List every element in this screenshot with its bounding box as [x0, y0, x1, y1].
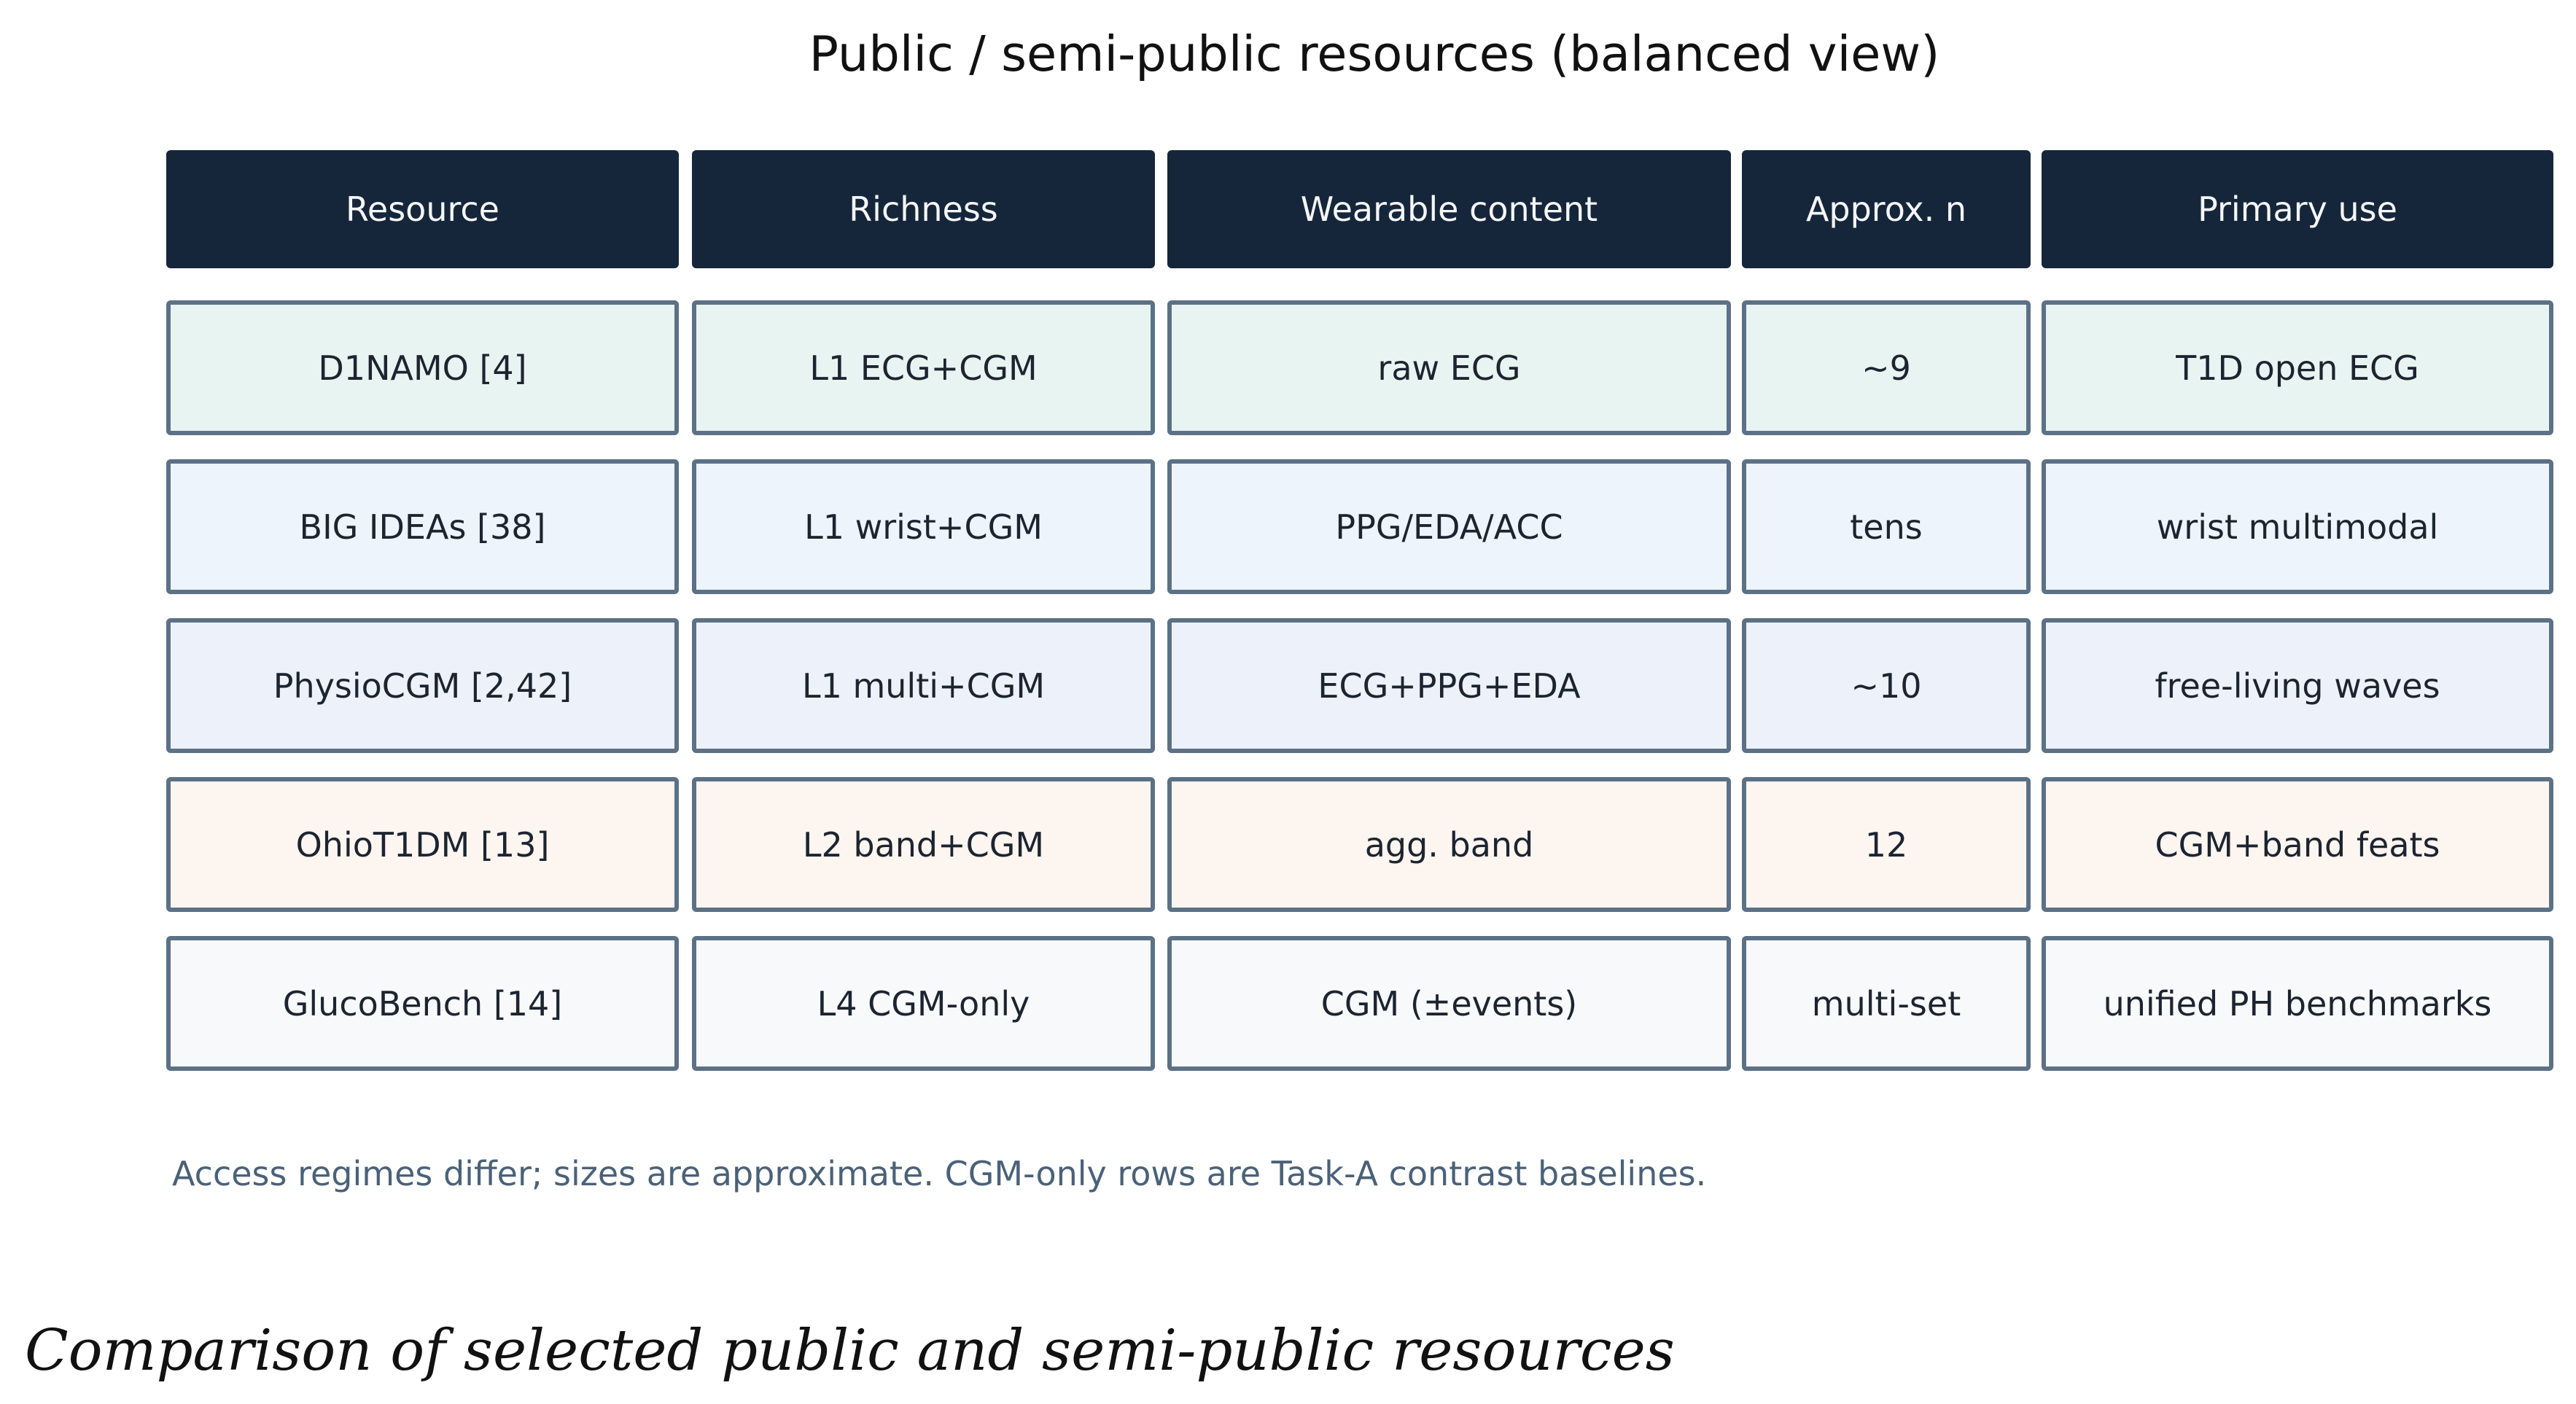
- table-cell-primary-use: wrist multimodal: [2042, 459, 2553, 594]
- table-cell-wearable-content: agg. band: [1167, 777, 1731, 912]
- header-cell-resource: Resource: [166, 150, 679, 268]
- table-cell-resource: BIG IDEAs [38]: [166, 459, 679, 594]
- table-note: Access regimes differ; sizes are approximate. CGM-only rows are Task-A contrast baselines.: [172, 1154, 1707, 1193]
- table-cell-richness: L1 wrist+CGM: [692, 459, 1155, 594]
- table-cell-approx-n: ~9: [1742, 300, 2031, 435]
- header-cell-richness: Richness: [692, 150, 1155, 268]
- header-cell-approx-n: Approx. n: [1742, 150, 2031, 268]
- table-cell-approx-n: tens: [1742, 459, 2031, 594]
- table-cell-wearable-content: CGM (±events): [1167, 936, 1731, 1071]
- table-cell-resource: D1NAMO [4]: [166, 300, 679, 435]
- table-cell-primary-use: CGM+band feats: [2042, 777, 2553, 912]
- table-cell-primary-use: unified PH benchmarks: [2042, 936, 2553, 1071]
- table-cell-wearable-content: ECG+PPG+EDA: [1167, 618, 1731, 753]
- figure-caption: Comparison of selected public and semi-public resources: [25, 1318, 1675, 1384]
- table-cell-resource: PhysioCGM [2,42]: [166, 618, 679, 753]
- table-cell-approx-n: ~10: [1742, 618, 2031, 753]
- table-cell-richness: L4 CGM-only: [692, 936, 1155, 1071]
- table-cell-richness: L2 band+CGM: [692, 777, 1155, 912]
- table-cell-wearable-content: raw ECG: [1167, 300, 1731, 435]
- table-cell-primary-use: free-living waves: [2042, 618, 2553, 753]
- table-cell-primary-use: T1D open ECG: [2042, 300, 2553, 435]
- figure-title: Public / semi-public resources (balanced view): [809, 26, 1940, 82]
- table-cell-resource: GlucoBench [14]: [166, 936, 679, 1071]
- table-cell-wearable-content: PPG/EDA/ACC: [1167, 459, 1731, 594]
- table-cell-approx-n: multi-set: [1742, 936, 2031, 1071]
- header-cell-wearable-content: Wearable content: [1167, 150, 1731, 268]
- table-cell-resource: OhioT1DM [13]: [166, 777, 679, 912]
- table-cell-approx-n: 12: [1742, 777, 2031, 912]
- table-cell-richness: L1 multi+CGM: [692, 618, 1155, 753]
- header-cell-primary-use: Primary use: [2042, 150, 2553, 268]
- table-cell-richness: L1 ECG+CGM: [692, 300, 1155, 435]
